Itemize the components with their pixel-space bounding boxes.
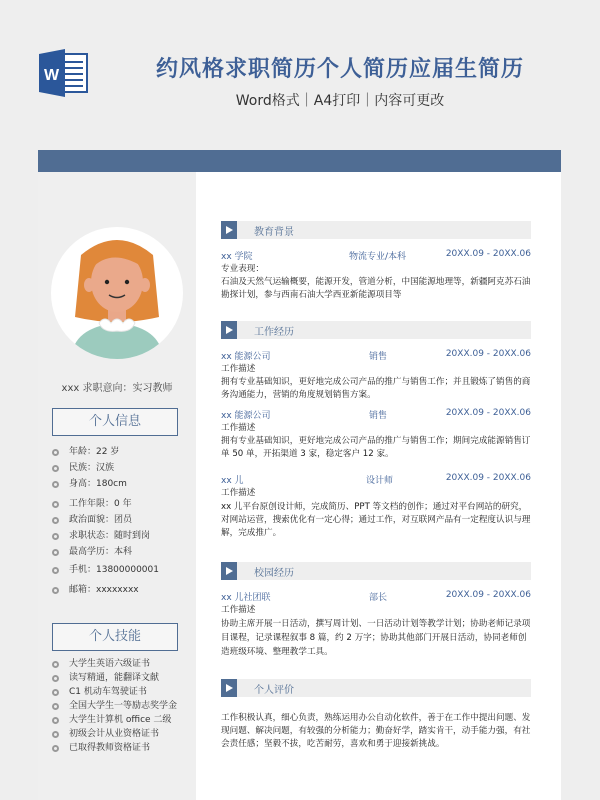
bullet-icon [52, 675, 59, 682]
list-item: 工作年限：0 年 [52, 496, 159, 512]
list-item: 年龄：22 岁 [52, 444, 159, 460]
campus-label: 工作描述 [221, 605, 256, 615]
evaluation-text: 工作积极认真，细心负责，熟练运用办公自动化软件，善于在工作中提出问题、发现问题、解决问题，有较强的分析能力；勤奋好学，踏实肯干，动手能力强，有社会责任感；坚毅不拔，吃苦耐劳，喜欢和勇于迎接新挑战。 [221, 713, 531, 749]
right-column [196, 172, 561, 800]
bullet-icon [52, 689, 59, 696]
list-item: 大学生英语六级证书 [52, 657, 177, 671]
job-intent: xxx 求职意向：实习教师 [61, 383, 173, 394]
work-label: 工作描述 [221, 488, 256, 498]
bullet-icon [52, 567, 59, 574]
word-icon [37, 48, 89, 98]
work-text: xx 儿平台原创设计师，完成简历、PPT 等文档的创作；通过对平台网站的研究，对网站运营，搜索优化有一定心得；通过工作，对互联网产品有一定程度认识与理解，完成推广。 [221, 502, 531, 538]
bullet-icon [52, 587, 59, 594]
list-item: 全国大学生一等励志奖学金 [52, 699, 177, 713]
avatar [51, 227, 183, 359]
play-arrow-icon [221, 221, 237, 239]
list-item: 民族：汉族 [52, 460, 159, 476]
list-item: 邮箱：xxxxxxxx [52, 582, 159, 598]
bullet-icon [52, 717, 59, 724]
personal-info-title: 个人信息 [52, 408, 178, 436]
personal-info-list [52, 444, 159, 598]
list-item: 初级会计从业资格证书 [52, 727, 177, 741]
bullet-icon [52, 465, 59, 472]
skills-title: 个人技能 [52, 623, 178, 651]
work-label: 工作描述 [221, 364, 256, 374]
bullet-icon [52, 661, 59, 668]
bullet-icon [52, 731, 59, 738]
list-item: 政治面貌：团员 [52, 512, 159, 528]
section-campus: 校园经历 [221, 562, 531, 580]
section-evaluation: 个人评价 [221, 679, 531, 697]
education-label: 专业表现： [221, 264, 264, 274]
work-row: xx 能源公司 销售 20XX.09 - 20XX.06 [221, 408, 531, 421]
header [0, 0, 600, 145]
work-text: 拥有专业基础知识，更好地完成公司产品的推广与销售工作；期间完成能源销售订单 50 单，开拓渠道 3 家，稳定客户 12 家。 [221, 436, 531, 459]
play-arrow-icon [221, 679, 237, 697]
skills-list [52, 657, 177, 755]
work-text: 拥有专业基础知识，更好地完成公司产品的推广与销售工作；并且锻炼了销售的商务沟通能力，营销的角度规划销售方案。 [221, 377, 531, 400]
work-label: 工作描述 [221, 423, 256, 433]
bullet-icon [52, 549, 59, 556]
list-item: 大学生计算机 office 二级 [52, 713, 177, 727]
bullet-icon [52, 501, 59, 508]
list-item: 求职状态：随时到岗 [52, 528, 159, 544]
resume-banner [38, 150, 561, 172]
bullet-icon [52, 745, 59, 752]
list-item: 身高：180cm [52, 476, 159, 492]
list-item: 读写精通，能翻译文献 [52, 671, 177, 685]
section-education: 教育背景 [221, 221, 531, 239]
svg-text:W: W [44, 67, 60, 84]
campus-text: 协助主席开展一日活动，撰写周计划、一日活动计划等教学计划；协助老师记录项目课程，记录课程叙事 8 篇，约 2 万字；协助其他部门开展日活动，协同老师创造班级环境、整理教学工具。 [221, 619, 531, 657]
work-row: xx 儿 设计师 20XX.09 - 20XX.06 [221, 473, 531, 486]
bullet-icon [52, 517, 59, 524]
play-arrow-icon [221, 321, 237, 339]
play-arrow-icon [221, 562, 237, 580]
work-row: xx 能源公司 销售 20XX.09 - 20XX.06 [221, 349, 531, 362]
bullet-icon [52, 533, 59, 540]
campus-row: xx 儿社团联 部长 20XX.09 - 20XX.06 [221, 590, 531, 603]
bullet-icon [52, 481, 59, 488]
education-text: 石油及天然气运输概要，能源开发，管道分析，中国能源地理等，新疆阿克苏石油勘探计划，参与西南石油大学西亚新能源项目等 [221, 277, 531, 300]
list-item: 已取得教师资格证书 [52, 741, 177, 755]
list-item: C1 机动车驾驶证书 [52, 685, 177, 699]
list-item: 最高学历：本科 [52, 544, 159, 560]
education-row: xx 学院 物流专业/本科 20XX.09 - 20XX.06 [221, 249, 531, 262]
resume-page [38, 172, 561, 800]
left-column [38, 172, 196, 800]
bullet-icon [52, 449, 59, 456]
page-subtitle: Word格式｜A4打印｜内容可更改 [235, 93, 445, 109]
page-title: 约风格求职简历个人简历应届生简历 [155, 57, 524, 82]
list-item: 手机：13800000001 [52, 562, 159, 578]
section-work: 工作经历 [221, 321, 531, 339]
bullet-icon [52, 703, 59, 710]
